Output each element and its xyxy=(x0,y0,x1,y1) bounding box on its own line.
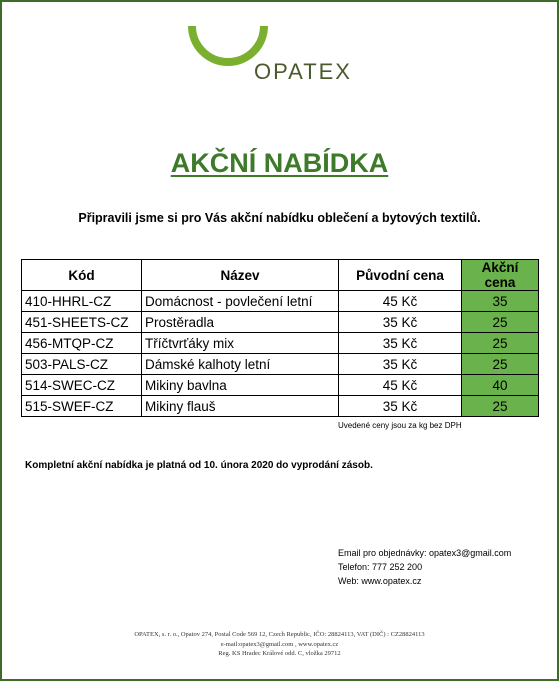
cell-orig-price: 35 Kč xyxy=(339,312,462,333)
cell-name: Domácnost - povlečení letní xyxy=(142,291,339,312)
col-header-name: Název xyxy=(142,260,339,291)
contact-email: Email pro objednávky: opatex3@gmail.com xyxy=(338,548,512,558)
page-title: AKČNÍ NABÍDKA xyxy=(170,148,389,178)
cell-name: Dámské kalhoty letní xyxy=(142,354,339,375)
logo-wordmark: OPATEX xyxy=(254,59,352,84)
cell-name: Prostěradla xyxy=(142,312,339,333)
table-header-row xyxy=(22,260,539,291)
cell-sale-price: 25 xyxy=(462,354,539,375)
contact-phone: Telefon: 777 252 200 xyxy=(338,562,423,572)
footer-line: e-mail:opatex3@gmail.com , www.opatex.cz xyxy=(220,640,339,648)
price-note: Uvedené ceny jsou za kg bez DPH xyxy=(338,421,462,430)
contact-web: Web: www.opatex.cz xyxy=(338,576,422,586)
table-row xyxy=(22,291,539,312)
cell-code: 514-SWEC-CZ xyxy=(22,375,142,396)
cell-code: 410-HHRL-CZ xyxy=(22,291,142,312)
footer-line: OPATEX, s. r. o., Opatov 274, Postal Code 569 12, Czech Republic, IČO: 28824113, VAT (DIČ) : CZ28824113 xyxy=(134,631,425,638)
cell-name: Tříčtvrťáky mix xyxy=(142,333,339,354)
cell-sale-price: 25 xyxy=(462,333,539,354)
table-row xyxy=(22,333,539,354)
table-row xyxy=(22,312,539,333)
company-footer xyxy=(2,630,557,659)
cell-orig-price: 35 Kč xyxy=(339,354,462,375)
cell-orig-price: 45 Kč xyxy=(339,375,462,396)
table-row xyxy=(22,354,539,375)
cell-sale-price: 35 xyxy=(462,291,539,312)
cell-code: 451-SHEETS-CZ xyxy=(22,312,142,333)
cell-orig-price: 35 Kč xyxy=(339,333,462,354)
validity-text: Kompletní akční nabídka je platná od 10. února 2020 do vyprodání zásob. xyxy=(25,460,373,471)
offer-table xyxy=(21,259,539,417)
cell-orig-price: 45 Kč xyxy=(339,291,462,312)
cell-name: Mikiny bavlna xyxy=(142,375,339,396)
cell-sale-price: 25 xyxy=(462,312,539,333)
cell-name: Mikiny flauš xyxy=(142,396,339,417)
cell-sale-price: 25 xyxy=(462,396,539,417)
table-row xyxy=(22,396,539,417)
cell-orig-price: 35 Kč xyxy=(339,396,462,417)
col-header-sale-price: Akční cena xyxy=(462,260,539,291)
footer-line: Reg. KS Hradec Králové odd. C, vložka 29712 xyxy=(218,650,341,657)
table-row xyxy=(22,375,539,396)
contact-block xyxy=(338,546,511,588)
cell-code: 515-SWEF-CZ xyxy=(22,396,142,417)
intro-text: Připravili jsme si pro Vás akční nabídku oblečení a bytových textilů. xyxy=(78,211,481,225)
col-header-orig-price: Původní cena xyxy=(339,260,462,291)
cell-sale-price: 40 xyxy=(462,375,539,396)
cell-code: 503-PALS-CZ xyxy=(22,354,142,375)
col-header-code: Kód xyxy=(22,260,142,291)
cell-code: 456-MTQP-CZ xyxy=(22,333,142,354)
